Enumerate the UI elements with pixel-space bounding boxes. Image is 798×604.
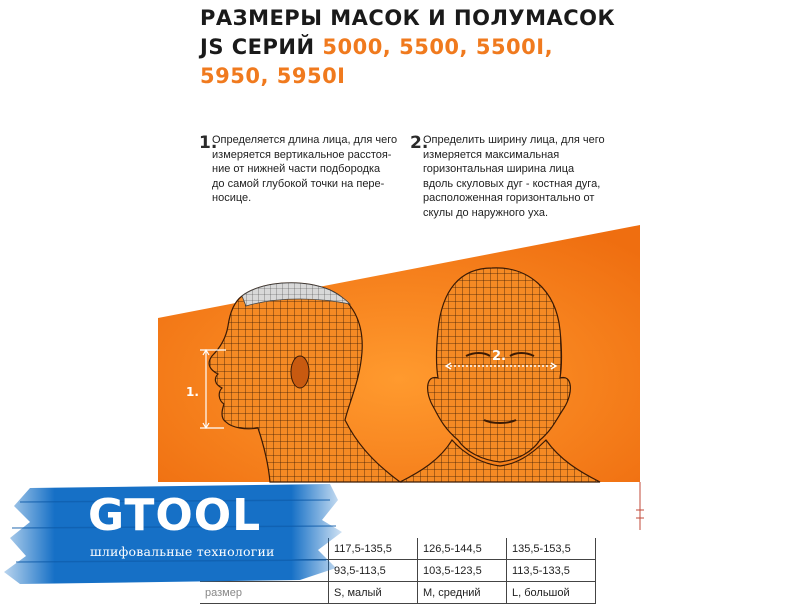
gtool-logo-text: GTOOL	[88, 490, 262, 541]
step-number: 1.	[199, 133, 218, 153]
step-number: 2.	[410, 133, 429, 153]
title-series-list: 5000, 5500, 5500I,	[322, 35, 554, 59]
table-cell: 93,5-113,5	[329, 560, 418, 582]
table-cell: S, малый	[329, 582, 418, 604]
table-cell: L, большой	[507, 582, 596, 604]
step-description: Определяется длина лица, для чего измеряется вертикальное расстоя- ние от нижней части подбородка до самой глубокой точки на пере- носице.	[212, 134, 398, 204]
table-cell: M, средний	[418, 582, 507, 604]
scale-marks	[636, 482, 644, 530]
step-description: Определить ширину лица, для чего измеряется максимальная горизонтальная ширина лица вдоль скуловых дуг - костная дуга, расположенная горизонтально от скулы до наружного уха.	[423, 134, 605, 219]
table-cell: 126,5-144,5	[418, 538, 507, 560]
gtool-logo-subtitle: шлифовальные технологии	[90, 544, 275, 559]
table-cell: 113,5-133,5	[507, 560, 596, 582]
title-line-3: 5950, 5950I	[200, 64, 346, 88]
measure-label-1: 1.	[186, 385, 199, 399]
title-line-1: РАЗМЕРЫ МАСОК И ПОЛУМАСОК	[200, 6, 616, 30]
measure-label-2: 2.	[492, 349, 506, 364]
table-cell: 117,5-135,5	[329, 538, 418, 560]
table-cell: 103,5-123,5	[418, 560, 507, 582]
table-cell: 135,5-153,5	[507, 538, 596, 560]
title-line-2-prefix: JS СЕРИЙ	[200, 35, 323, 59]
row-label: размер	[200, 582, 329, 604]
